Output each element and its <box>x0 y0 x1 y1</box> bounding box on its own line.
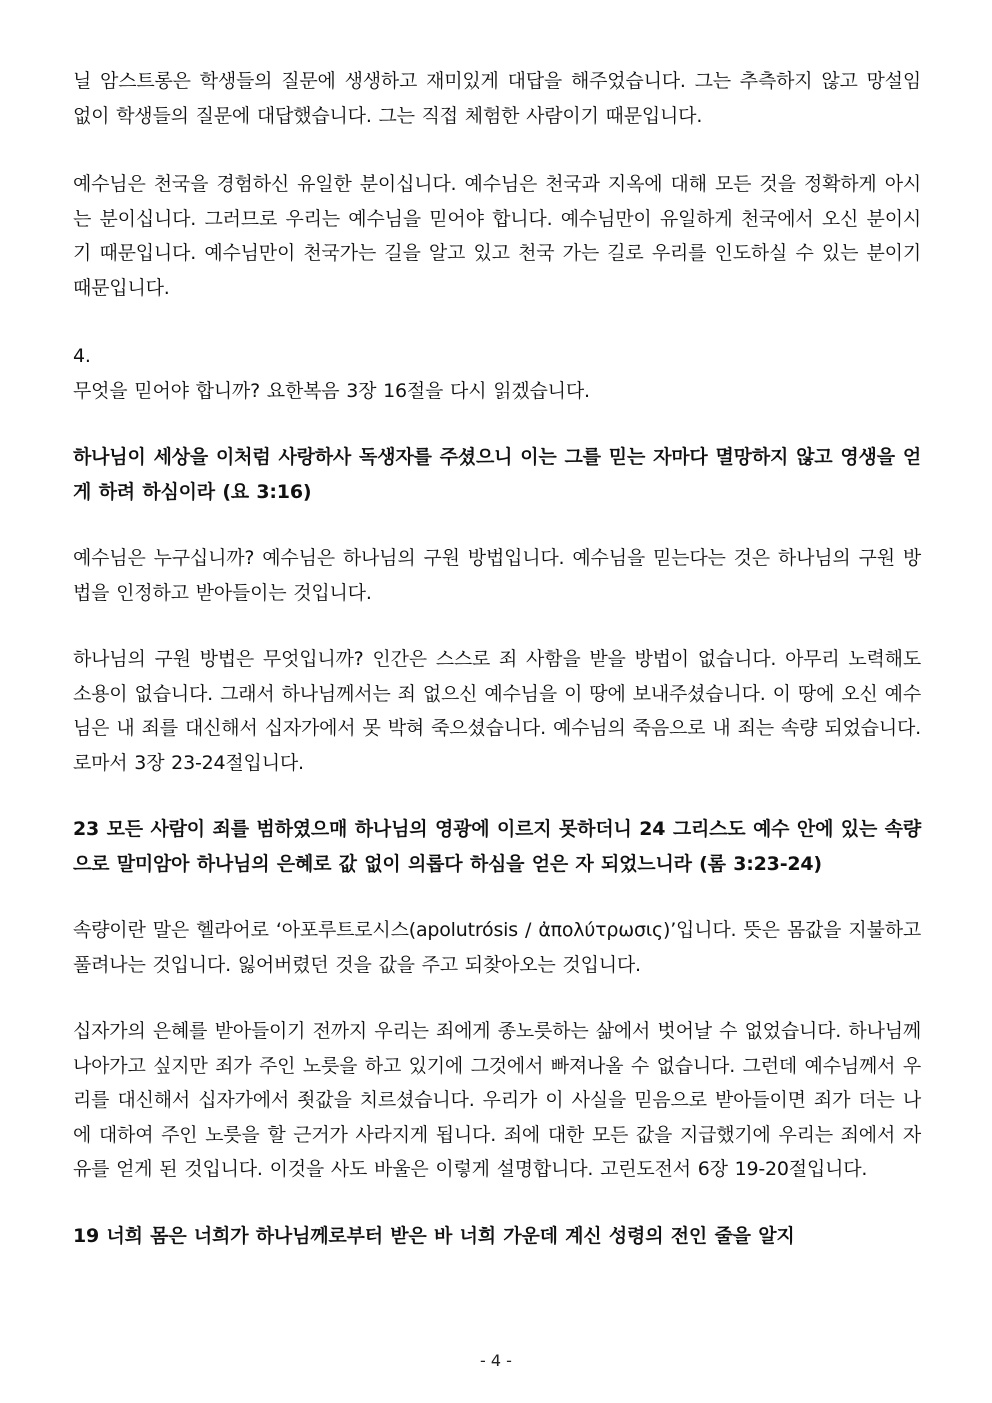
page-number: - 4 - <box>480 1351 512 1370</box>
paragraph-salvation-method: 하나님의 구원 방법은 무엇입니까? 인간은 스스로 죄 사함을 받을 방법이 없습니다. 아무리 노력해도 소용이 없습니다. 그래서 하나님께서는 죄 없으신 예수님을 이 땅에 보내주셨습니다. 이 땅에 오신 예수님은 내 죄를 대신해서 십자가에서 못 박혀 죽으셨습니다. 예수님의 죽음으로 내 죄는 속량 되었습니다. 로마서 3장 23-24절입니다. <box>73 648 921 774</box>
paragraph-question: 무엇을 믿어야 합니까? 요한복음 3장 16절을 다시 읽겠습니다. <box>73 379 590 402</box>
document-body <box>73 64 921 1253</box>
scripture-romans-3-23: 23 모든 사람이 죄를 범하였으매 하나님의 영광에 이르지 못하더니 24 그리스도 예수 안에 있는 속량으로 말미암아 하나님의 은혜로 값 없이 의롭다 하심을 얻은 자 되었느니라 (롬 3:23-24) <box>73 818 921 875</box>
paragraph-jesus-heaven: 예수님은 천국을 경험하신 유일한 분이십니다. 예수님은 천국과 지옥에 대해 모든 것을 정확하게 아시는 분이십니다. 그러므로 우리는 예수님을 믿어야 합니다. 예수님만이 유일하게 천국에서 오신 분이시기 때문입니다. 예수님만이 천국가는 길을 알고 있고 천국 가는 길로 우리를 인도하실 수 있는 분이기 때문입니다. <box>73 173 921 299</box>
paragraph-redemption-greek: 속량이란 말은 헬라어로 ‘아포루트로시스(apolutrósis / ἀπολύτρωσις)’입니다. 뜻은 몸값을 지불하고 풀려나는 것입니다. 잃어버렸던 것을 값을 주고 되찾아오는 것입니다. <box>73 919 921 976</box>
paragraph-freedom-from-sin: 십자가의 은혜를 받아들이기 전까지 우리는 죄에게 종노릇하는 삶에서 벗어날 수 없었습니다. 하나님께 나아가고 싶지만 죄가 주인 노릇을 하고 있기에 그것에서 빠져나올 수 없습니다. 그런데 예수님께서 우리를 대신해서 십자가에서 죗값을 치르셨습니다. 우리가 이 사실을 믿음으로 받아들이면 죄가 더는 나에 대하여 주인 노릇을 할 근거가 사라지게 됩니다. 죄에 대한 모든 값을 지급했기에 우리는 죄에서 자유를 얻게 된 것입니다. 이것을 사도 바울은 이렇게 설명합니다. 고린도전서 6장 19-20절입니다. <box>73 1020 921 1180</box>
scripture-1-corinthians-6-19: 19 너희 몸은 너희가 하나님께로부터 받은 바 너희 가운데 계신 성령의 전인 줄을 알지 <box>73 1224 795 1247</box>
scripture-john-3-16: 하나님이 세상을 이처럼 사랑하사 독생자를 주셨으니 이는 그를 믿는 자마다 멸망하지 않고 영생을 얻게 하려 하심이라 (요 3:16) <box>73 446 921 503</box>
paragraph-who-is-jesus: 예수님은 누구십니까? 예수님은 하나님의 구원 방법입니다. 예수님을 믿는다는 것은 하나님의 구원 방법을 인정하고 받아들이는 것입니다. <box>73 547 921 604</box>
paragraph-armstrong: 닐 암스트롱은 학생들의 질문에 생생하고 재미있게 대답을 해주었습니다. 그는 추측하지 않고 망설임 없이 학생들의 질문에 대답했습니다. 그는 직접 체험한 사람이기 때문입니다. <box>73 70 921 127</box>
section-number: 4. <box>73 345 91 367</box>
